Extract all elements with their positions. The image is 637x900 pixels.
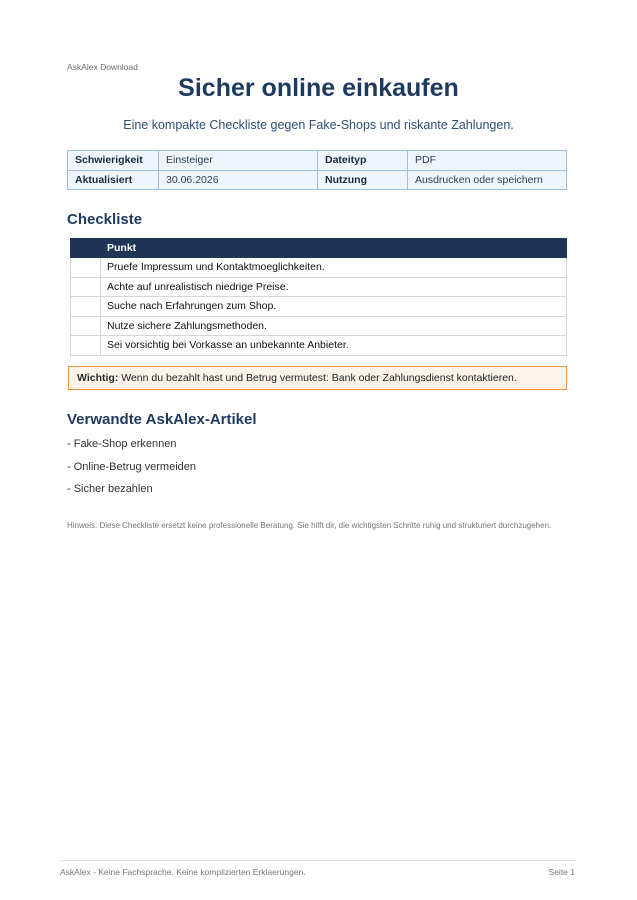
checklist-table	[70, 238, 567, 356]
checklist-item: Pruefe Impressum und Kontaktmoeglichkeiten.	[101, 258, 567, 278]
checkbox-cell[interactable]	[71, 336, 101, 356]
checklist-item: Suche nach Erfahrungen zum Shop.	[101, 297, 567, 317]
meta-key-difficulty: Schwierigkeit	[68, 151, 159, 171]
related-link-sicher-bezahlen[interactable]: - Sicher bezahlen	[67, 483, 153, 495]
meta-key-updated: Aktualisiert	[68, 170, 159, 190]
brand-label: AskAlex Download	[67, 62, 138, 72]
footer-divider	[60, 860, 576, 861]
warning-text: Wenn du bezahlt hast und Betrug vermutest: Bank oder Zahlungsdienst kontaktieren.	[121, 372, 517, 384]
page-number: Seite 1	[548, 867, 575, 877]
meta-value-usage: Ausdrucken oder speichern	[408, 170, 567, 190]
warning-label: Wichtig:	[77, 372, 119, 384]
checklist-header-row	[71, 239, 567, 258]
checklist-item: Achte auf unrealistisch niedrige Preise.	[101, 277, 567, 297]
page-title: Sicher online einkaufen	[178, 74, 459, 102]
table-row	[71, 316, 567, 336]
checkbox-cell[interactable]	[71, 277, 101, 297]
checklist-item: Sei vorsichtig bei Vorkasse an unbekannte Anbieter.	[101, 336, 567, 356]
meta-value-difficulty: Einsteiger	[159, 151, 318, 171]
meta-value-updated: 30.06.2026	[159, 170, 318, 190]
disclaimer-hint: Hinweis: Diese Checkliste ersetzt keine professionelle Beratung. Sie hilft dir, die wichtigsten Schritte ruhig und strukturiert durchzugehen.	[67, 521, 552, 530]
related-link-online-betrug[interactable]: - Online-Betrug vermeiden	[67, 460, 197, 473]
checkbox-cell[interactable]	[71, 316, 101, 336]
related-heading: Verwandte AskAlex-Artikel	[67, 411, 257, 428]
checkbox-column-header	[71, 239, 101, 258]
page-subtitle: Eine kompakte Checkliste gegen Fake-Shops und riskante Zahlungen.	[123, 118, 514, 132]
checkbox-cell[interactable]	[71, 297, 101, 317]
footer-text: AskAlex - Keine Fachsprache. Keine komplizierten Erklaerungen.	[60, 867, 306, 877]
meta-key-filetype: Dateityp	[318, 151, 408, 171]
related-link-fake-shop[interactable]: - Fake-Shop erkennen	[67, 438, 177, 450]
meta-value-filetype: PDF	[408, 151, 567, 171]
checklist-item: Nutze sichere Zahlungsmethoden.	[101, 316, 567, 336]
checkbox-cell[interactable]	[71, 258, 101, 278]
checklist-heading: Checkliste	[67, 211, 143, 228]
meta-row	[68, 170, 567, 190]
meta-key-usage: Nutzung	[318, 170, 408, 190]
table-row	[71, 297, 567, 317]
warning-note	[68, 366, 567, 390]
related-list	[67, 438, 196, 506]
table-row	[71, 336, 567, 356]
table-row	[71, 258, 567, 278]
meta-row	[68, 151, 567, 171]
table-row	[71, 277, 567, 297]
column-header-punkt: Punkt	[101, 239, 567, 258]
meta-table	[67, 150, 567, 190]
